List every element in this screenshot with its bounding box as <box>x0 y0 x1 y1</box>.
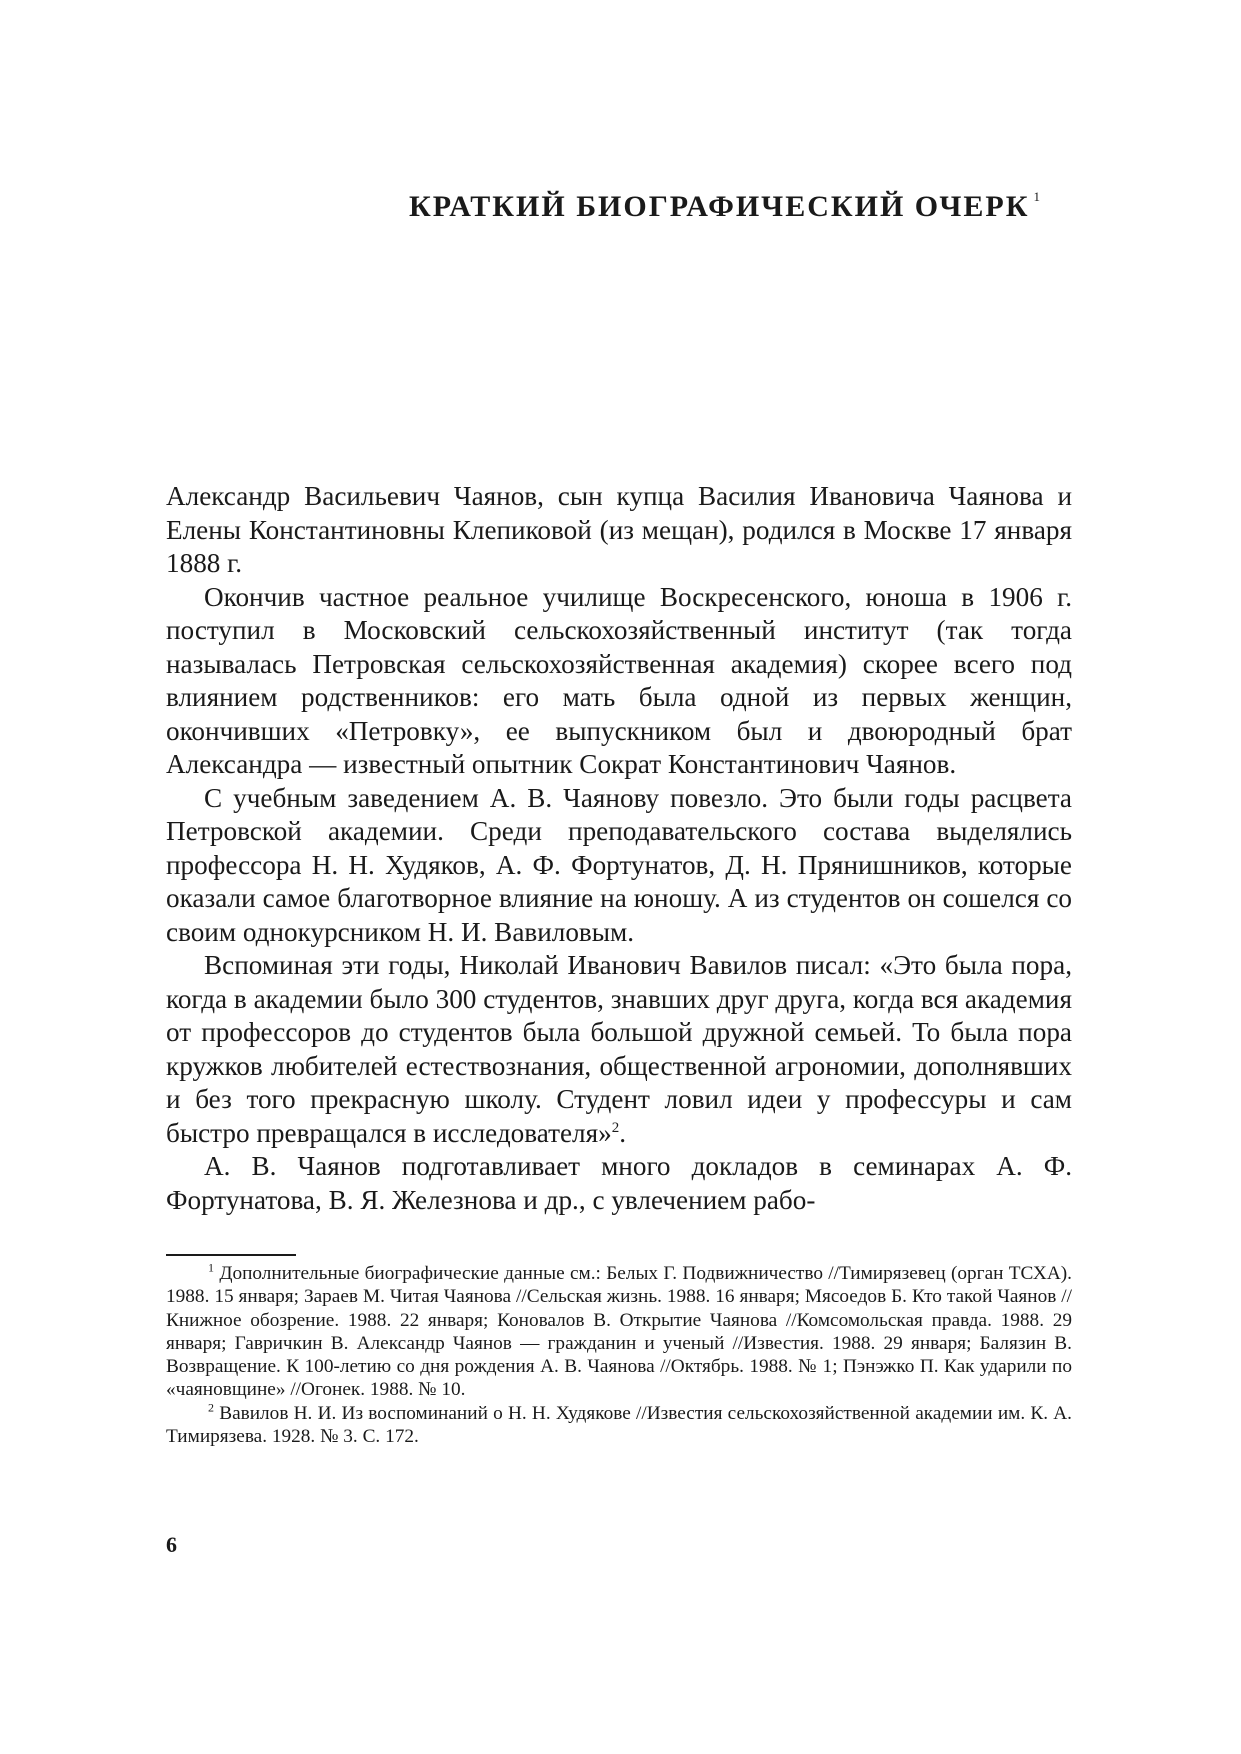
title-footnote-mark: 1 <box>1033 189 1042 204</box>
footnote-2-mark: 2 <box>208 1400 214 1415</box>
paragraph-5: А. В. Чаянов подготавливает много докладов в семинарах А. Ф. Фортунатова, В. Я. Железнова и др., с увлечением рабо- <box>166 1151 1072 1215</box>
footnote-ref-2: 2 <box>611 1119 620 1136</box>
footnote-divider <box>166 1254 296 1256</box>
paragraph-4-end: . <box>619 1117 627 1148</box>
footnote-2-text: Вавилов Н. И. Из воспоминаний о Н. Н. Худякове //Известия сельскохозяйственной академии им. К. А. Тимирязева. 1928. № 3. С. 172. <box>166 1402 1073 1448</box>
paragraph-1: Александр Васильевич Чаянов, сын купца Василия Ивановича Чаянова и Елены Константиновны Клепиковой (из мещан), родился в Москве 17 января 1888 г. <box>166 481 1072 578</box>
footnote-1-mark: 1 <box>208 1260 214 1275</box>
body-text <box>166 480 1072 1217</box>
page-title <box>0 190 1241 224</box>
paragraph-4 <box>166 949 1072 1150</box>
footnotes <box>166 1262 1072 1448</box>
paragraph-3: С учебным заведением А. В. Чаянову повезло. Это были годы расцвета Петровской академии. Среди преподавательского состава выделялись профессора Н. Н. Худяков, А. Ф. Фортунатов, Д. Н. Прянишников, которые оказали самое благотворное влияние на юношу. А из студентов он сошелся со своим однокурсником Н. И. Вавиловым. <box>166 782 1072 947</box>
title-text: КРАТКИЙ БИОГРАФИЧЕСКИЙ ОЧЕРК <box>409 190 1030 223</box>
footnote-1-text: Дополнительные биографические данные см.: Белых Г. Подвижничество //Тимирязевец (орган ТСХА). 1988. 15 января; Зараев М. Читая Чаянова //Сельская жизнь. 1988. 16 января; Мясоедов Б. Кто такой Чаянов //Книжное обозрение. 1988. 22 января; Коновалов В. Открытие Чаянова //Комсомольская правда. 1988. 29 января; Гавричкин В. Александр Чаянов — гражданин и ученый //Известия. 1988. 29 января; Балязин В. Возвращение. К 100-летию со дня рождения А. В. Чаянова //Октябрь. 1988. № 1; Пэнэжко П. Как ударили по «чаяновщине» //Огонек. 1988. № 10. <box>166 1263 1072 1401</box>
page-number: 6 <box>166 1532 177 1557</box>
footnote-1 <box>166 1262 1072 1402</box>
paragraph-2: Окончив частное реальное училище Воскресенского, юноша в 1906 г. поступил в Московский сельскохозяйственный институт (так тогда называлась Петровская сельскохозяйственная академия) скорее всего под влиянием родственников: его мать была одной из первых женщин, окончивших «Петровку», ее выпускником был и двоюродный брат Александра — известный опытник Сократ Константинович Чаянов. <box>166 581 1072 779</box>
footnote-2 <box>166 1402 1072 1449</box>
paragraph-4-text: Вспоминая эти годы, Николай Иванович Вавилов писал: «Это была пора, когда в академии было 300 студентов, знавших друг друга, когда вся академия от профессоров до студентов была большой дружной семьей. То была пора кружков любителей естествознания, общественной агрономии, дополнявших и без того прекрасную школу. Студент ловил идеи у профессуры и сам быстро превращался в исследователя» <box>166 950 1072 1148</box>
